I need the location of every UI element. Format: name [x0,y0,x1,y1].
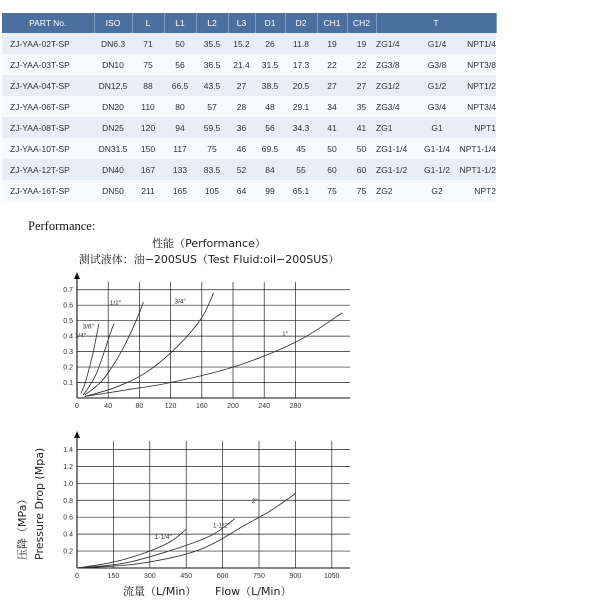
y-tick-label: 0.6 [63,302,73,310]
table-cell: 110 [132,96,164,117]
part-number-cell: ZJ-YAA-10T-SP [2,138,94,159]
x-tick-label: 160 [195,403,208,410]
table-cell: 150 [132,138,164,159]
table-cell: 65.1 [285,180,317,201]
header-cell: L3 [228,13,255,33]
part-number-cell: ZJ-YAA-03T-SP [2,54,94,75]
thread-value: NPT1/4 [467,38,496,49]
y-axis-label: Pressure Drop (Mpa) [33,447,46,560]
thread-value: G1/2 [427,80,447,91]
x-tick-label: 750 [253,573,265,580]
thread-cell [376,54,496,75]
table-cell: 165 [164,180,196,201]
thread-value: NPT1/2 [467,80,496,91]
table-cell: 120 [132,117,164,138]
table-cell: 46 [228,138,255,159]
table-body [2,33,496,201]
y-tick-label: 1.2 [63,463,73,471]
table-cell: DN20 [94,96,132,117]
table-cell: 64 [228,180,255,201]
thread-cell [376,33,496,54]
table-cell: 88 [132,75,164,96]
series-label: 1-1/4" [154,534,172,542]
x-tick-label: 0 [75,403,79,410]
table-cell: DN40 [94,159,132,180]
thread-value: G1 [431,122,443,133]
table-cell: 94 [164,117,196,138]
part-number-cell: ZJ-YAA-12T-SP [2,159,94,180]
thread-cell [376,138,496,159]
table-row [2,33,496,54]
table-cell: 27 [228,75,255,96]
table-cell: 75 [132,54,164,75]
pressure-drop-chart-top [63,272,350,410]
table-cell: 75 [196,138,228,159]
x-tick-label: 240 [258,403,271,410]
thread-cell [376,180,496,201]
table-cell: DN31.5 [94,138,132,159]
table-cell: 60 [347,159,376,180]
y-axis-arrow [74,431,80,438]
table-cell: 56 [255,117,285,138]
chart-subtitle: 测试液体：油−200SUS（Test Fluid:oil−200SUS） [78,253,340,266]
table-cell: DN25 [94,117,132,138]
table-cell: 69.5 [255,138,285,159]
table-cell: 133 [164,159,196,180]
table-cell: 35 [347,96,376,117]
table-cell: 43.5 [196,75,228,96]
table-row [2,54,496,75]
table-cell: 50 [317,138,347,159]
table-row [2,180,496,201]
table-cell: 19 [317,33,347,54]
x-tick-label: 80 [135,403,144,410]
table-cell: 45 [285,138,317,159]
header-cell: T [376,13,496,33]
header-cell: L1 [164,13,196,33]
x-tick-label: 0 [75,573,79,580]
table-cell: 83.5 [196,159,228,180]
table-cell: 66.5 [164,75,196,96]
y-tick-label: 1.4 [63,446,73,454]
table-cell: 34.3 [285,117,317,138]
table-cell: 26 [255,33,285,54]
table-cell: 36 [228,117,255,138]
thread-value: NPT3/4 [467,101,496,112]
series-label: 1/4" [74,332,87,340]
table-cell: 80 [164,96,196,117]
header-cell: L2 [196,13,228,33]
x-tick-label: 200 [227,403,239,410]
y-tick-label: 0.6 [63,514,73,522]
header-cell: PART No. [2,13,94,33]
table-cell: 41 [317,117,347,138]
thread-value: ZG3/4 [376,101,400,112]
thread-value: G1-1/4 [424,143,450,154]
table-cell: 48 [255,96,285,117]
part-number-cell: ZJ-YAA-04T-SP [2,75,94,96]
y-tick-label: 0.8 [63,497,73,505]
table-cell: 75 [317,180,347,201]
table-cell: 117 [164,138,196,159]
table-cell: 29.1 [285,96,317,117]
thread-cell [376,117,496,138]
part-number-cell: ZJ-YAA-16T-SP [2,180,94,201]
table-cell: 105 [196,180,228,201]
x-tick-label: 1050 [324,573,340,580]
series-label: 2" [251,497,258,505]
thread-value: NPT1-1/4 [459,143,496,154]
table-header-row [2,13,496,33]
part-number-cell: ZJ-YAA-06T-SP [2,96,94,117]
thread-value: ZG1-1/4 [376,143,408,154]
table-cell: 21.4 [228,54,255,75]
y-axis-arrow [74,272,80,279]
series-label: 1-1/2" [212,522,231,530]
series-label: 1" [282,331,289,339]
x-tick-label: 280 [289,403,302,410]
table-row [2,117,496,138]
table-cell: 211 [132,180,164,201]
table-cell: 15.2 [228,33,255,54]
header-cell: ISO [94,13,132,33]
series-label: 3/4" [174,298,186,306]
thread-value: ZG1/4 [376,38,400,49]
table-row [2,96,496,117]
y-tick-label: 0.1 [63,380,73,388]
x-tick-label: 450 [180,573,193,580]
table-cell: DN6.3 [94,33,132,54]
table-row [2,75,496,96]
table-cell: 17.3 [285,54,317,75]
thread-value: ZG1 [376,122,393,133]
x-tick-label: 600 [216,573,229,580]
table-cell: 71 [132,33,164,54]
header-cell: L [132,13,164,33]
table-cell: 27 [317,75,347,96]
table-cell: 19 [347,33,376,54]
table-cell: 31.5 [255,54,285,75]
header-cell: D2 [285,13,317,33]
y-tick-label: 0.2 [63,548,73,556]
part-number-cell: ZJ-YAA-02T-SP [2,33,94,54]
y-tick-label: 0.7 [63,287,73,295]
table-cell: DN10 [94,54,132,75]
table-cell: 38.5 [255,75,285,96]
table-cell: DN12.5 [94,75,132,96]
series-label: 1/2" [109,300,122,308]
table-row [2,159,496,180]
thread-value: NPT1 [474,122,496,133]
thread-value: NPT2 [474,185,496,196]
thread-value: G3/4 [427,101,447,112]
y-tick-label: 0.4 [63,333,73,341]
series-line [85,293,214,397]
table-cell: 75 [347,180,376,201]
series-label: 3/8" [82,323,94,331]
table-cell: 20.5 [285,75,317,96]
y-tick-label: 0.5 [63,318,73,326]
thread-value: G3/8 [427,59,447,70]
thread-value: ZG3/8 [376,59,400,70]
y-tick-label: 0.2 [63,364,73,372]
y-axis-label-cn: 压降（MPa） [16,493,29,560]
thread-value: NPT1-1/2 [459,164,496,175]
thread-value: G2 [431,185,443,196]
table-cell: 84 [255,159,285,180]
pressure-drop-chart-bottom [63,431,350,580]
table-cell: 52 [228,159,255,180]
x-tick-label: 300 [143,573,156,580]
header-cell: CH1 [317,13,347,33]
x-tick-label: 900 [289,573,302,580]
table-cell: 50 [347,138,376,159]
thread-value: G1-1/2 [424,164,450,175]
part-number-cell: ZJ-YAA-08T-SP [2,117,94,138]
x-axis-label-cn: 流量（L/Min） [123,585,197,598]
table-row [2,138,496,159]
thread-value: NPT3/8 [467,59,496,70]
table-cell: 22 [347,54,376,75]
table-cell: 35.5 [196,33,228,54]
x-tick-label: 120 [164,403,177,410]
header-cell: CH2 [347,13,376,33]
x-tick-label: 40 [104,403,113,410]
thread-cell [376,96,496,117]
table-cell: 28 [228,96,255,117]
table-cell: 11.8 [285,33,317,54]
table-cell: 34 [317,96,347,117]
table-cell: 56 [164,54,196,75]
table-cell: 50 [164,33,196,54]
table-cell: 59.5 [196,117,228,138]
spec-table [2,13,497,201]
thread-cell [376,159,496,180]
table-cell: 57 [196,96,228,117]
y-tick-label: 0.3 [63,349,73,357]
table-cell: 22 [317,54,347,75]
thread-value: ZG1-1/2 [376,164,408,175]
table-cell: 55 [285,159,317,180]
table-cell: DN50 [94,180,132,201]
table-cell: 41 [347,117,376,138]
table-cell: 167 [132,159,164,180]
table-cell: 36.5 [196,54,228,75]
table-cell: 60 [317,159,347,180]
thread-value: G1/4 [427,38,447,49]
thread-value: ZG2 [376,185,393,196]
performance-label: Performance: [28,219,96,233]
thread-value: ZG1/2 [376,80,400,91]
thread-cell [376,75,496,96]
chart-title: 性能（Performance） [152,237,266,250]
table-cell: 27 [347,75,376,96]
y-tick-label: 0.4 [63,531,73,539]
table-cell: 99 [255,180,285,201]
header-cell: D1 [255,13,285,33]
y-tick-label: 1.0 [63,480,73,488]
x-tick-label: 150 [107,573,120,580]
performance-charts [0,230,590,600]
x-axis-label: Flow（L/Min） [215,585,292,598]
